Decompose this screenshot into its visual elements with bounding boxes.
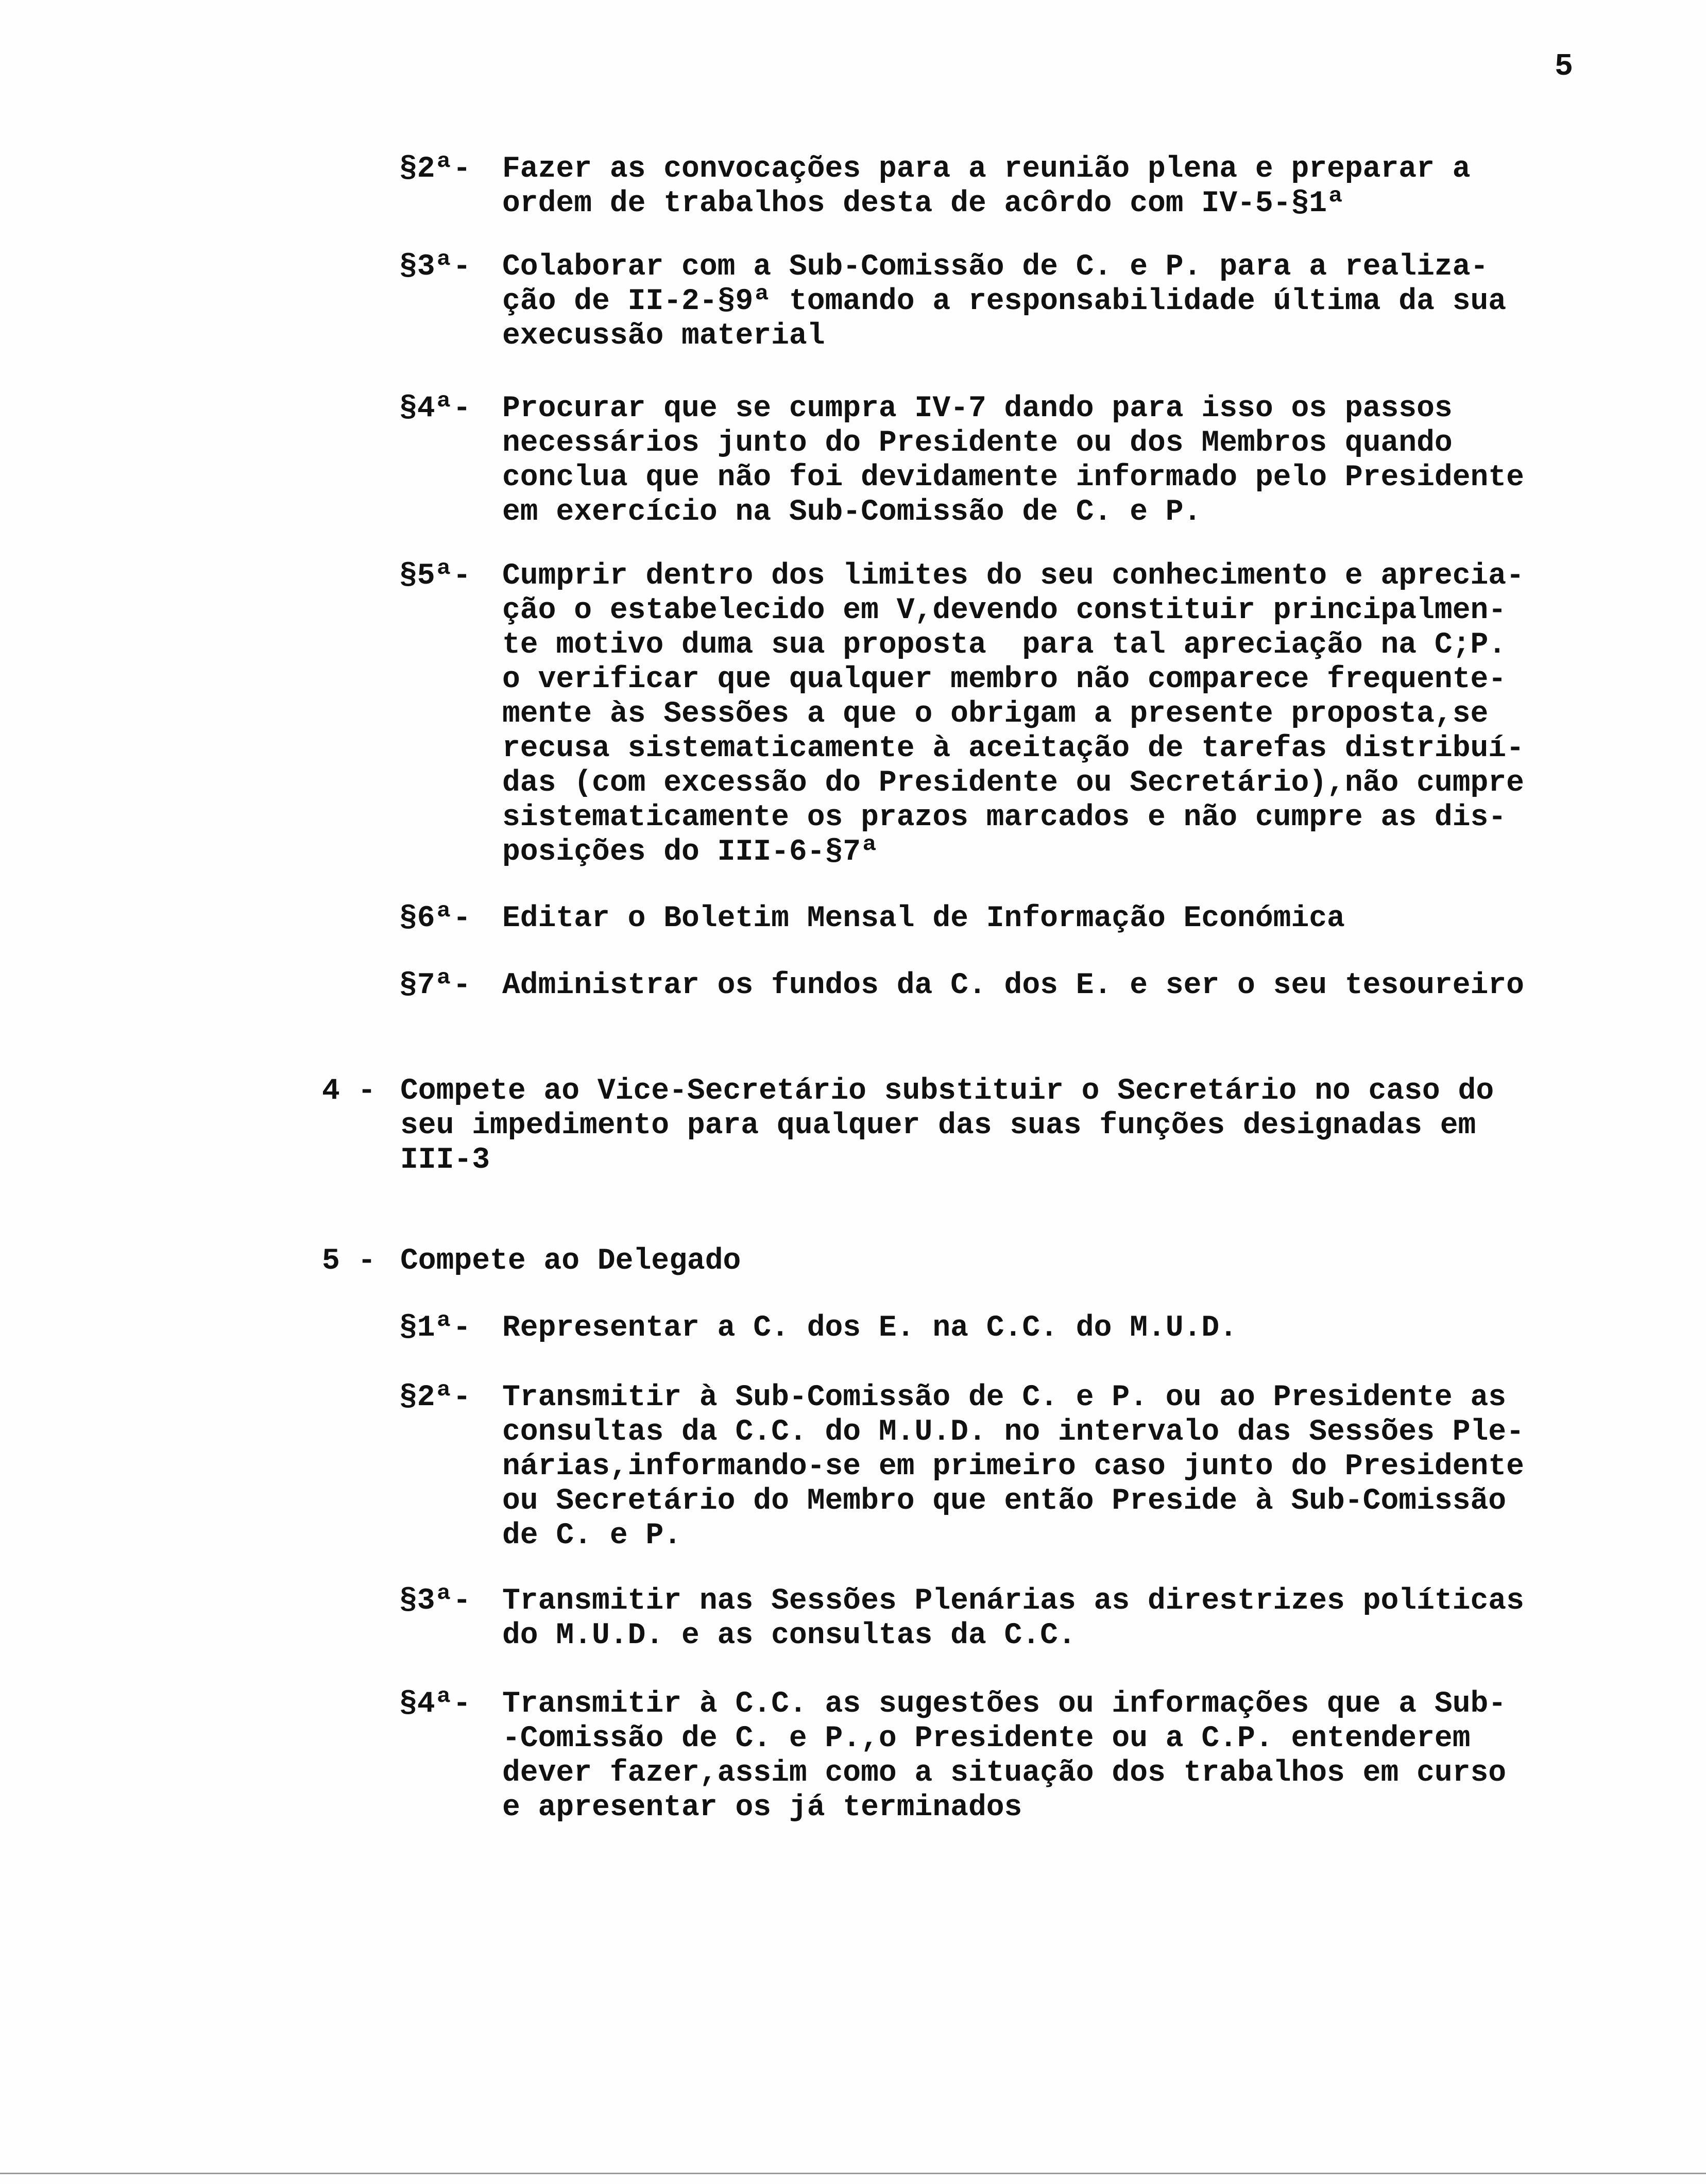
text-line: ordem de trabalhos desta de acôrdo com IV-5-§1ª — [502, 187, 1345, 220]
text-line: do M.U.D. e as consultas da C.C. — [502, 1619, 1076, 1652]
text-line: Transmitir nas Sessões Plenárias as direstrizes políticas — [502, 1584, 1524, 1618]
text-line: Compete ao Vice-Secretário substituir o Secretário no caso do — [400, 1074, 1494, 1108]
text-line: das (com excessão do Presidente ou Secretário),não cumpre — [502, 766, 1524, 800]
text-line: Compete ao Delegado — [400, 1244, 741, 1278]
text-line: Fazer as convocações para a reunião plena e preparar a — [502, 152, 1471, 186]
paragraph-marker: §5ª- — [399, 559, 471, 593]
text-line: ou Secretário do Membro que então Preside à Sub-Comissão — [502, 1485, 1507, 1518]
text-line: Procurar que se cumpra IV-7 dando para isso os passos — [502, 392, 1453, 425]
text-line: em exercício na Sub-Comissão de C. e P. — [502, 496, 1202, 529]
text-line: dever fazer,assim como a situação dos trabalhos em curso — [502, 1756, 1507, 1790]
paragraph-text — [502, 152, 1682, 221]
text-line: consultas da C.C. do M.U.D. no intervalo das Sessões Ple- — [502, 1415, 1524, 1449]
paragraph-marker: §1ª- — [399, 1311, 471, 1345]
paragraph-text — [502, 968, 1682, 1003]
paragraph-text — [502, 559, 1682, 869]
text-line: Administrar os fundos da C. dos E. e ser o seu tesoureiro — [502, 969, 1524, 1002]
text-line: o verificar que qualquer membro não comparece frequente- — [502, 663, 1507, 696]
text-line: Transmitir à Sub-Comissão de C. e P. ou ao Presidente as — [502, 1381, 1507, 1414]
text-line: execussão material — [502, 319, 825, 353]
paragraph-text — [502, 901, 1682, 936]
text-line: -Comissão de C. e P.,o Presidente ou a C.P. entenderem — [502, 1722, 1471, 1755]
text-line: ção o estabelecido em V,devendo constituir principalmen- — [502, 594, 1507, 627]
item-marker: 5 - — [322, 1244, 376, 1278]
paragraph-text — [502, 1311, 1682, 1345]
text-line: Transmitir à C.C. as sugestões ou informações que a Sub- — [502, 1687, 1507, 1721]
text-line: de C. e P. — [502, 1519, 682, 1552]
text-line: Editar o Boletim Mensal de Informação Económica — [502, 902, 1345, 935]
text-line: recusa sistematicamente à aceitação de tarefas distribuí- — [502, 732, 1524, 765]
paragraph-marker: §6ª- — [399, 902, 471, 935]
paragraph-text — [502, 1584, 1682, 1653]
paragraph-marker: §2ª- — [399, 152, 471, 186]
paragraph-marker: §4ª- — [399, 1687, 471, 1721]
text-line: nárias,informando-se em primeiro caso junto do Presidente — [502, 1450, 1524, 1483]
text-line: te motivo duma sua proposta para tal apreciação na C;P. — [502, 628, 1507, 662]
paragraph-marker: §7ª- — [399, 969, 471, 1002]
text-line: Colaborar com a Sub-Comissão de C. e P. para a realiza- — [502, 250, 1489, 284]
scan-edge-line — [0, 2173, 1706, 2174]
text-line: Cumprir dentro dos limites do seu conhecimento e aprecia- — [502, 559, 1524, 593]
paragraph-marker: §4ª- — [399, 392, 471, 425]
text-line: seu impedimento para qualquer das suas funções designadas em — [400, 1109, 1476, 1142]
text-line: III-3 — [400, 1144, 490, 1177]
paragraph-text — [502, 1687, 1682, 1825]
page-number: 5 — [1555, 49, 1574, 84]
text-line: conclua que não foi devidamente informado pelo Presidente — [502, 461, 1524, 494]
text-line: necessários junto do Presidente ou dos Membros quando — [502, 426, 1453, 460]
text-line: sistematicamente os prazos marcados e não cumpre as dis- — [502, 801, 1507, 834]
item-text — [400, 1244, 1647, 1278]
text-line: mente às Sessões a que o obrigam a presente proposta,se — [502, 697, 1489, 731]
paragraph-text — [502, 391, 1682, 530]
item-marker: 4 - — [322, 1074, 376, 1108]
text-line: ção de II-2-§9ª tomando a responsabilidade última da sua — [502, 285, 1507, 318]
paragraph-text — [502, 1380, 1682, 1553]
text-line: Representar a C. dos E. na C.C. do M.U.D. — [502, 1311, 1238, 1345]
text-line: e apresentar os já terminados — [502, 1791, 1022, 1824]
text-line: posições do III-6-§7ª — [502, 835, 879, 869]
paragraph-marker: §3ª- — [399, 1584, 471, 1618]
paragraph-text — [502, 250, 1682, 353]
item-text — [400, 1074, 1647, 1178]
paragraph-marker: §3ª- — [399, 250, 471, 284]
paragraph-marker: §2ª- — [399, 1381, 471, 1414]
